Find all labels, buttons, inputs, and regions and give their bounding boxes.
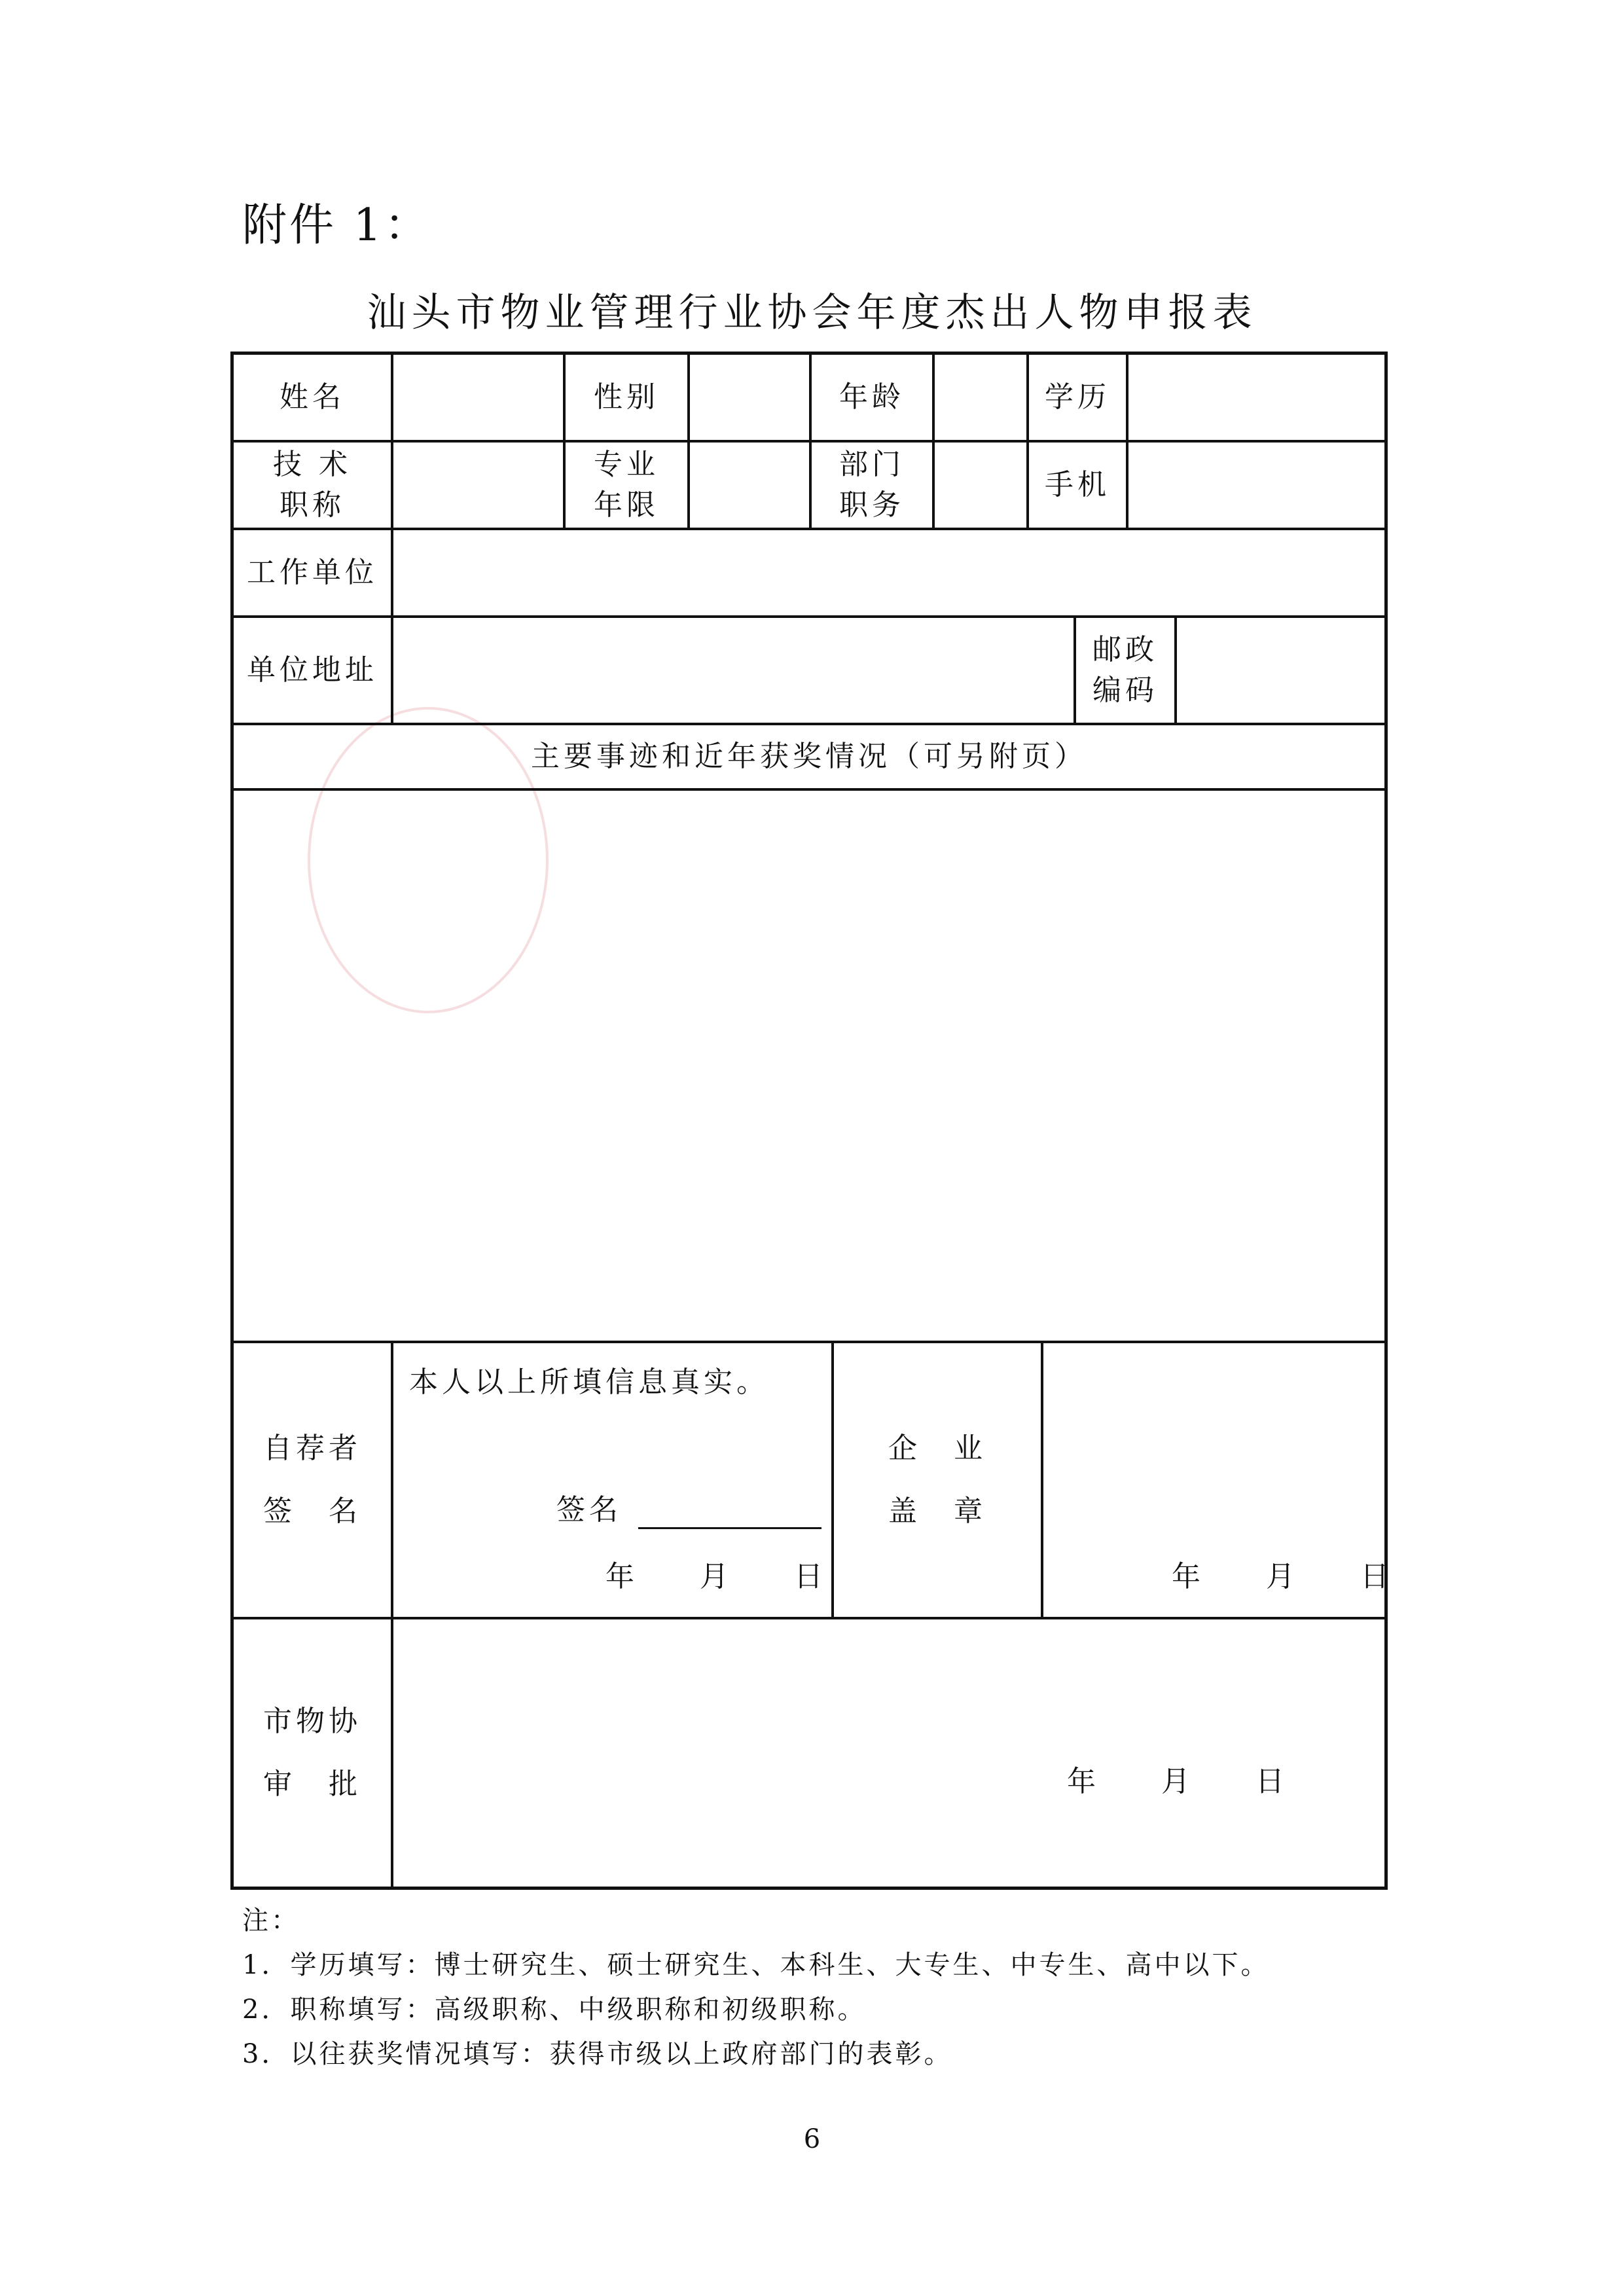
professional-years-label [566,443,687,528]
name-label: 姓名 [280,380,345,414]
note-item-3: 3．以往获奖情况填写：获得市级以上政府部门的表彰。 [242,2039,953,2069]
association-approval-line1: 市物协 [263,1705,361,1738]
postal-code-line1: 邮政 [1092,633,1158,666]
self-date: 年 月 日 [605,1560,825,1593]
achievements-header: 主要事迹和近年获奖情况（可另附页） [531,740,1087,773]
phone-field[interactable] [1128,443,1384,528]
age-label: 年龄 [839,380,905,414]
work-unit-label: 工作单位 [247,556,378,589]
self-recommender-line2: 签 名 [263,1494,361,1528]
note-item-1: 1．学历填写：博士研究生、硕士研究生、本科生、大专生、中专生、高中以下。 [242,1950,1270,1980]
self-recommender-line1: 自荐者 [263,1432,361,1465]
unit-address-label: 单位地址 [247,653,378,687]
association-approval-line2: 审 批 [263,1767,361,1801]
enterprise-seal-line1: 企 业 [888,1432,986,1465]
enterprise-seal-label [834,1343,1041,1617]
professional-years-line2: 年限 [594,488,659,522]
unit-address-field[interactable] [393,618,1074,723]
work-unit-field[interactable] [393,530,1384,615]
gender-field[interactable] [690,355,809,440]
notes [242,1898,1269,2076]
page-number: 6 [803,2124,821,2154]
self-recommender-label [234,1343,391,1617]
postal-code-label [1076,618,1174,723]
enterprise-seal-line2: 盖 章 [888,1494,986,1528]
tech-title-label-line1: 技 术 [273,448,352,481]
note-item-2: 2．职称填写：高级职称、中级职称和初级职称。 [242,1995,867,2025]
professional-years-line1: 专业 [594,448,659,481]
form-title: 汕头市物业管理行业协会年度杰出人物申报表 [367,290,1257,336]
name-field[interactable] [393,355,563,440]
dept-position-field[interactable] [935,443,1026,528]
tech-title-label-line2: 职称 [280,488,345,522]
dept-position-line2: 职务 [839,488,905,522]
age-field[interactable] [935,355,1026,440]
professional-years-field[interactable] [690,443,809,528]
dept-position-label [812,443,932,528]
gender-label: 性别 [594,380,659,414]
education-field[interactable] [1128,355,1384,440]
dept-position-line1: 部门 [839,448,905,481]
association-date: 年 月 日 [1067,1765,1287,1798]
achievements-field[interactable] [234,791,1384,1341]
declaration-text: 本人以上所填信息真实。 [409,1365,769,1399]
tech-title-label [234,443,391,528]
association-approval-label [234,1619,391,1887]
association-approval-field[interactable] [393,1619,1384,1887]
signature-line[interactable] [638,1527,821,1529]
postal-code-field[interactable] [1177,618,1384,723]
postal-code-line2: 编码 [1092,674,1158,707]
tech-title-field[interactable] [393,443,563,528]
signature-label: 签名 [556,1493,622,1527]
attachment-label: 附件 1： [242,200,431,251]
notes-title: 注： [242,1906,300,1936]
enterprise-date: 年 月 日 [1172,1560,1392,1593]
education-label: 学历 [1045,380,1110,414]
phone-label: 手机 [1045,468,1110,501]
